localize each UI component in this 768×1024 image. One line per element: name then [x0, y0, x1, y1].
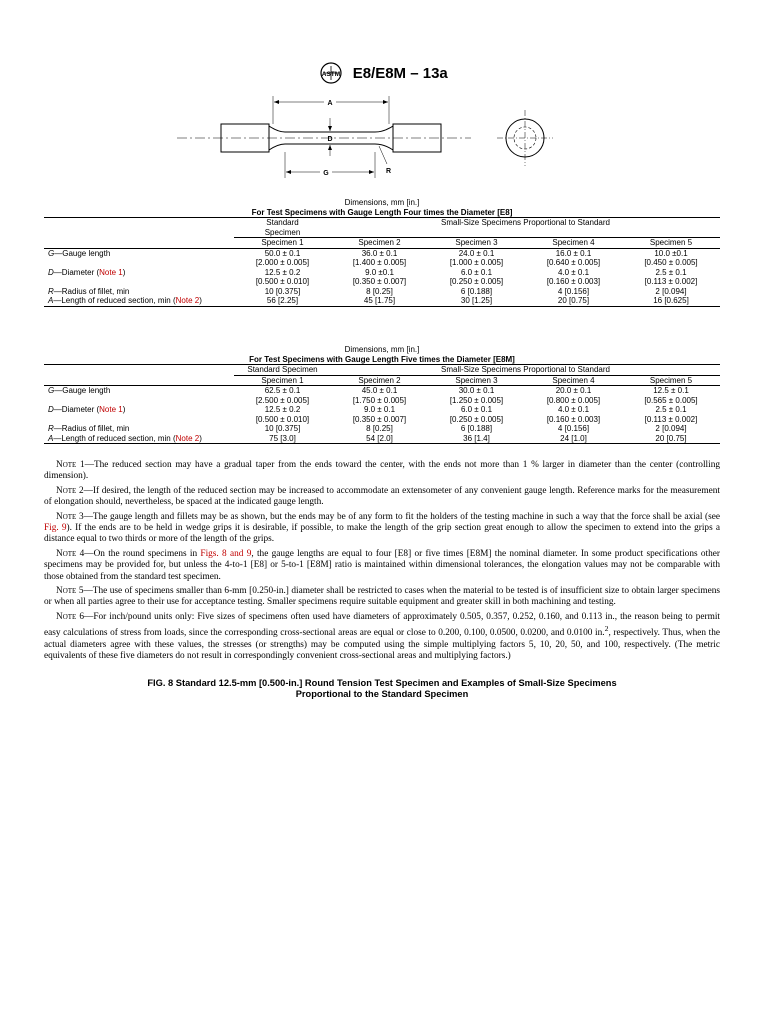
column-header: Specimen 3	[428, 375, 525, 386]
table-cell: [1.000 ± 0.005]	[449, 258, 504, 267]
specimen-drawing	[175, 94, 555, 186]
note-1-link[interactable]: Note 1	[99, 405, 123, 414]
note-2-link[interactable]: Note 2	[175, 433, 200, 443]
table-cell: 2 [0.094]	[655, 286, 687, 296]
table-cell: [0.250 ± 0.005]	[449, 277, 504, 286]
notes-section	[44, 460, 720, 666]
group-standard-header: Standard Specimen	[247, 365, 318, 374]
table-cell: [2.000 ± 0.005]	[255, 258, 310, 267]
figs-8-9-link[interactable]: Figs. 8 and 9	[200, 548, 252, 559]
table-cell: 4.0 ± 0.1	[557, 405, 590, 414]
column-header: Specimen 5	[622, 375, 720, 386]
table-cell: 10 [0.375]	[264, 424, 301, 433]
table-row	[44, 396, 720, 406]
table-cell: 75 [3.0]	[234, 434, 331, 444]
table-cell: [0.500 ± 0.010]	[255, 277, 310, 286]
note-1: Note 1—The reduced section may have a gradual taper from the ends toward the center, with the ends not more than 1 % larger in diameter than the center (controlling dimension).	[44, 460, 721, 482]
row-label-diameter: D—Diameter (Note 1)	[48, 267, 126, 277]
table-cell: [0.160 ± 0.003]	[546, 277, 601, 286]
table-cell: 20 [0.75]	[622, 434, 720, 444]
table-title: For Test Specimens with Gauge Length Four times the Diameter [E8]	[44, 208, 720, 218]
dim-label-g: G	[323, 170, 329, 177]
table-cell: 16.0 ± 0.1	[555, 248, 592, 258]
figure-caption-line-1: FIG. 8 Standard 12.5-mm [0.500-in.] Round Tension Test Specimen and Examples of Small-Size Specimens	[147, 678, 617, 688]
table-cell: [0.113 ± 0.002]	[644, 414, 698, 424]
table-caption: Dimensions, mm [in.]	[344, 198, 420, 207]
table-cell: 36.0 ± 0.1	[361, 248, 398, 258]
row-label-reduced-length: A—Length of reduced section, min (Note 2)	[44, 296, 234, 306]
column-header: Specimen 5	[622, 238, 720, 249]
column-header: Specimen 4	[525, 238, 622, 249]
table-cell: [1.400 ± 0.005]	[352, 258, 407, 267]
table-cell: 30 [1.25]	[428, 296, 525, 306]
table-cell: [1.250 ± 0.005]	[449, 395, 504, 405]
row-label-radius: R—Radius of fillet, min	[48, 424, 130, 433]
table-cell: 9.0 ±0.1	[365, 267, 394, 277]
note-1-link[interactable]: Note 1	[99, 267, 123, 277]
figure-caption	[44, 678, 720, 700]
table-cell: [0.160 ± 0.003]	[546, 414, 601, 424]
column-header-row	[44, 238, 720, 249]
table-cell: 6.0 ± 0.1	[460, 267, 493, 277]
note-2-link[interactable]: Note 2	[175, 296, 200, 305]
table-cell: 8 [0.25]	[366, 286, 393, 296]
table-cell: 12.5 ± 0.2	[264, 405, 301, 414]
table-cell: [0.250 ± 0.005]	[449, 414, 504, 424]
table-cell: 6 [0.188]	[460, 286, 493, 296]
table-row	[44, 296, 720, 306]
table-cell: 2 [0.094]	[655, 424, 687, 433]
table-row	[44, 248, 720, 258]
table-row	[44, 258, 720, 268]
table-cell: 56 [2.25]	[234, 296, 331, 306]
table-cell: 20.0 ± 0.1	[555, 386, 592, 395]
logo-text: ASTM	[322, 71, 341, 78]
group-small-header: Small-Size Specimens Proportional to Standard	[441, 218, 610, 227]
astm-logo-icon	[320, 62, 342, 84]
note-5: Note 5—The use of specimens smaller than 6-mm [0.250-in.] diameter shall be restricted to cases when the material to be tested is of insufficient size to obtain larger specimens or when all parties agree to their use for acceptance testing. Smaller specimens require suitable equipment and greater skill in both machining and testing.	[44, 586, 720, 608]
table-cell: [1.750 ± 0.005]	[352, 395, 407, 405]
dimensions-table-e8	[44, 198, 720, 307]
table-cell: 4.0 ± 0.1	[557, 267, 590, 277]
column-header: Specimen 1	[234, 238, 331, 249]
dim-label-r: R	[386, 168, 392, 175]
dim-label-d: D	[327, 136, 333, 143]
row-label-gauge-length: G—Gauge length	[48, 248, 111, 258]
row-label-reduced-length: A—Length of reduced section, min (Note 2)	[44, 434, 234, 444]
table-cell: [0.350 ± 0.007]	[352, 277, 407, 286]
dimensions-table-e8m	[44, 345, 720, 444]
row-label-diameter: D—Diameter (Note 1)	[48, 405, 126, 414]
table-cell: 50.0 ± 0.1	[264, 248, 301, 258]
table-cell: [0.350 ± 0.007]	[352, 414, 407, 424]
table-cell: 6 [0.188]	[460, 424, 493, 433]
table-cell: [0.113 ± 0.002]	[644, 277, 698, 286]
table-row	[44, 287, 720, 297]
table-cell: 12.5 ± 0.1	[653, 386, 689, 395]
table-row	[44, 434, 720, 444]
fig-9-link[interactable]: Fig. 9	[44, 523, 67, 534]
table-cell: [0.500 ± 0.010]	[255, 414, 310, 424]
note-2: Note 2—If desired, the length of the reduced section may be increased to accommodate an extensometer of any convenient gauge length. Reference marks for the measurement of elongation should, nevertheless, be spaced at the indicated gauge length.	[44, 485, 720, 508]
page-header	[0, 62, 768, 84]
table-cell: 36 [1.4]	[428, 434, 525, 444]
table-cell: 24.0 ± 0.1	[458, 248, 495, 258]
table-cell: 4 [0.156]	[557, 424, 590, 433]
table-cell: 8 [0.25]	[366, 424, 393, 433]
column-header: Specimen 3	[428, 238, 525, 249]
table-row	[44, 268, 720, 278]
table-row	[44, 415, 720, 425]
table-row	[44, 386, 720, 396]
table-cell: 20 [0.75]	[525, 296, 622, 306]
table-row	[44, 424, 720, 434]
table-cell: 2.5 ± 0.1	[655, 405, 687, 414]
column-header: Specimen 1	[234, 375, 331, 386]
table-cell: 24 [1.0]	[525, 434, 622, 444]
table-cell: [0.450 ± 0.005]	[644, 258, 698, 267]
column-header-row	[44, 375, 720, 386]
column-header: Specimen 4	[525, 375, 622, 386]
table-cell: 16 [0.625]	[622, 296, 720, 306]
dim-label-a: A	[327, 100, 333, 107]
column-header: Specimen 2	[331, 375, 428, 386]
table-cell: 45 [1.75]	[331, 296, 428, 306]
group-standard-header: Standard Specimen	[264, 218, 301, 237]
table-cell: 9.0 ± 0.1	[363, 405, 396, 414]
note-4: Note 4—On the round specimens in Figs. 8 and 9, the gauge lengths are equal to four [E8] or five times [E8M] the nominal diameter. In some product specifications other specimens may be provided for, but unless the 4-to-1 [E8] or 5-to-1 [E8M] ratio is maintained within dimensional tolerances, the elongation values may not be comparable with those obtained from the standard test specimen.	[44, 548, 720, 582]
table-row	[44, 277, 720, 287]
table-cell: 12.5 ± 0.2	[264, 267, 301, 277]
standard-designation: E8/E8M – 13a	[352, 64, 448, 82]
table-cell: [2.500 ± 0.005]	[255, 395, 310, 405]
row-label-gauge-length: G—Gauge length	[48, 386, 111, 395]
table-row	[44, 405, 720, 415]
column-header: Specimen 2	[331, 238, 428, 249]
note-6: Note 6—For inch/pound units only: Five sizes of specimens often used have diameters of approximately 0.505, 0.357, 0.252, 0.160, and 0.113 in., the reason being to permit easy calculations of stress from loads, since the corresponding cross-sectional areas are equal or close to 0.200, 0.100, 0.0500, 0.0200, and 0.0100 in.$^2$, respectively. Thus, when the actual diameters agree with these values, the stresses (or strengths) may be computed using the simple multiplying factors 5, 10, 20, 50, and 100, respectively. (The metric equivalents of these five diameters do not result in correspondingly convenient cross-sectional areas and multiplying factors.)	[44, 611, 721, 662]
table-cell: 62.5 ± 0.1	[264, 386, 301, 395]
table-cell: [0.640 ± 0.005]	[546, 258, 601, 267]
table-cell: [0.565 ± 0.005]	[644, 395, 698, 405]
table-title: For Test Specimens with Gauge Length Five times the Diameter [E8M]	[44, 355, 720, 365]
group-small-header: Small-Size Specimens Proportional to Standard	[441, 365, 610, 374]
figure-caption-line-2: Proportional to the Standard Specimen	[295, 689, 469, 699]
table-cell: 10.0 ±0.1	[654, 248, 688, 258]
table-cell: [0.800 ± 0.005]	[546, 395, 601, 405]
table-cell: 6.0 ± 0.1	[460, 405, 493, 414]
table-cell: 45.0 ± 0.1	[361, 386, 398, 395]
table-cell: 10 [0.375]	[264, 286, 301, 296]
row-label-radius: R—Radius of fillet, min	[48, 286, 130, 296]
table-cell: 30.0 ± 0.1	[458, 386, 495, 395]
table-cell: 2.5 ± 0.1	[655, 267, 687, 277]
note-3: Note 3—The gauge length and fillets may be as shown, but the ends may be of any form to fit the holders of the testing machine in such a way that the force shall be axial (see Fig. 9). If the ends are to be held in wedge grips it is desirable, if possible, to make the length of the grip section great enough to allow the specimen to extend into the grips a distance equal to two thirds or more of the length of the grips.	[44, 511, 721, 545]
table-caption: Dimensions, mm [in.]	[344, 345, 420, 354]
table-cell: 54 [2.0]	[331, 434, 428, 444]
table-cell: 4 [0.156]	[557, 286, 590, 296]
